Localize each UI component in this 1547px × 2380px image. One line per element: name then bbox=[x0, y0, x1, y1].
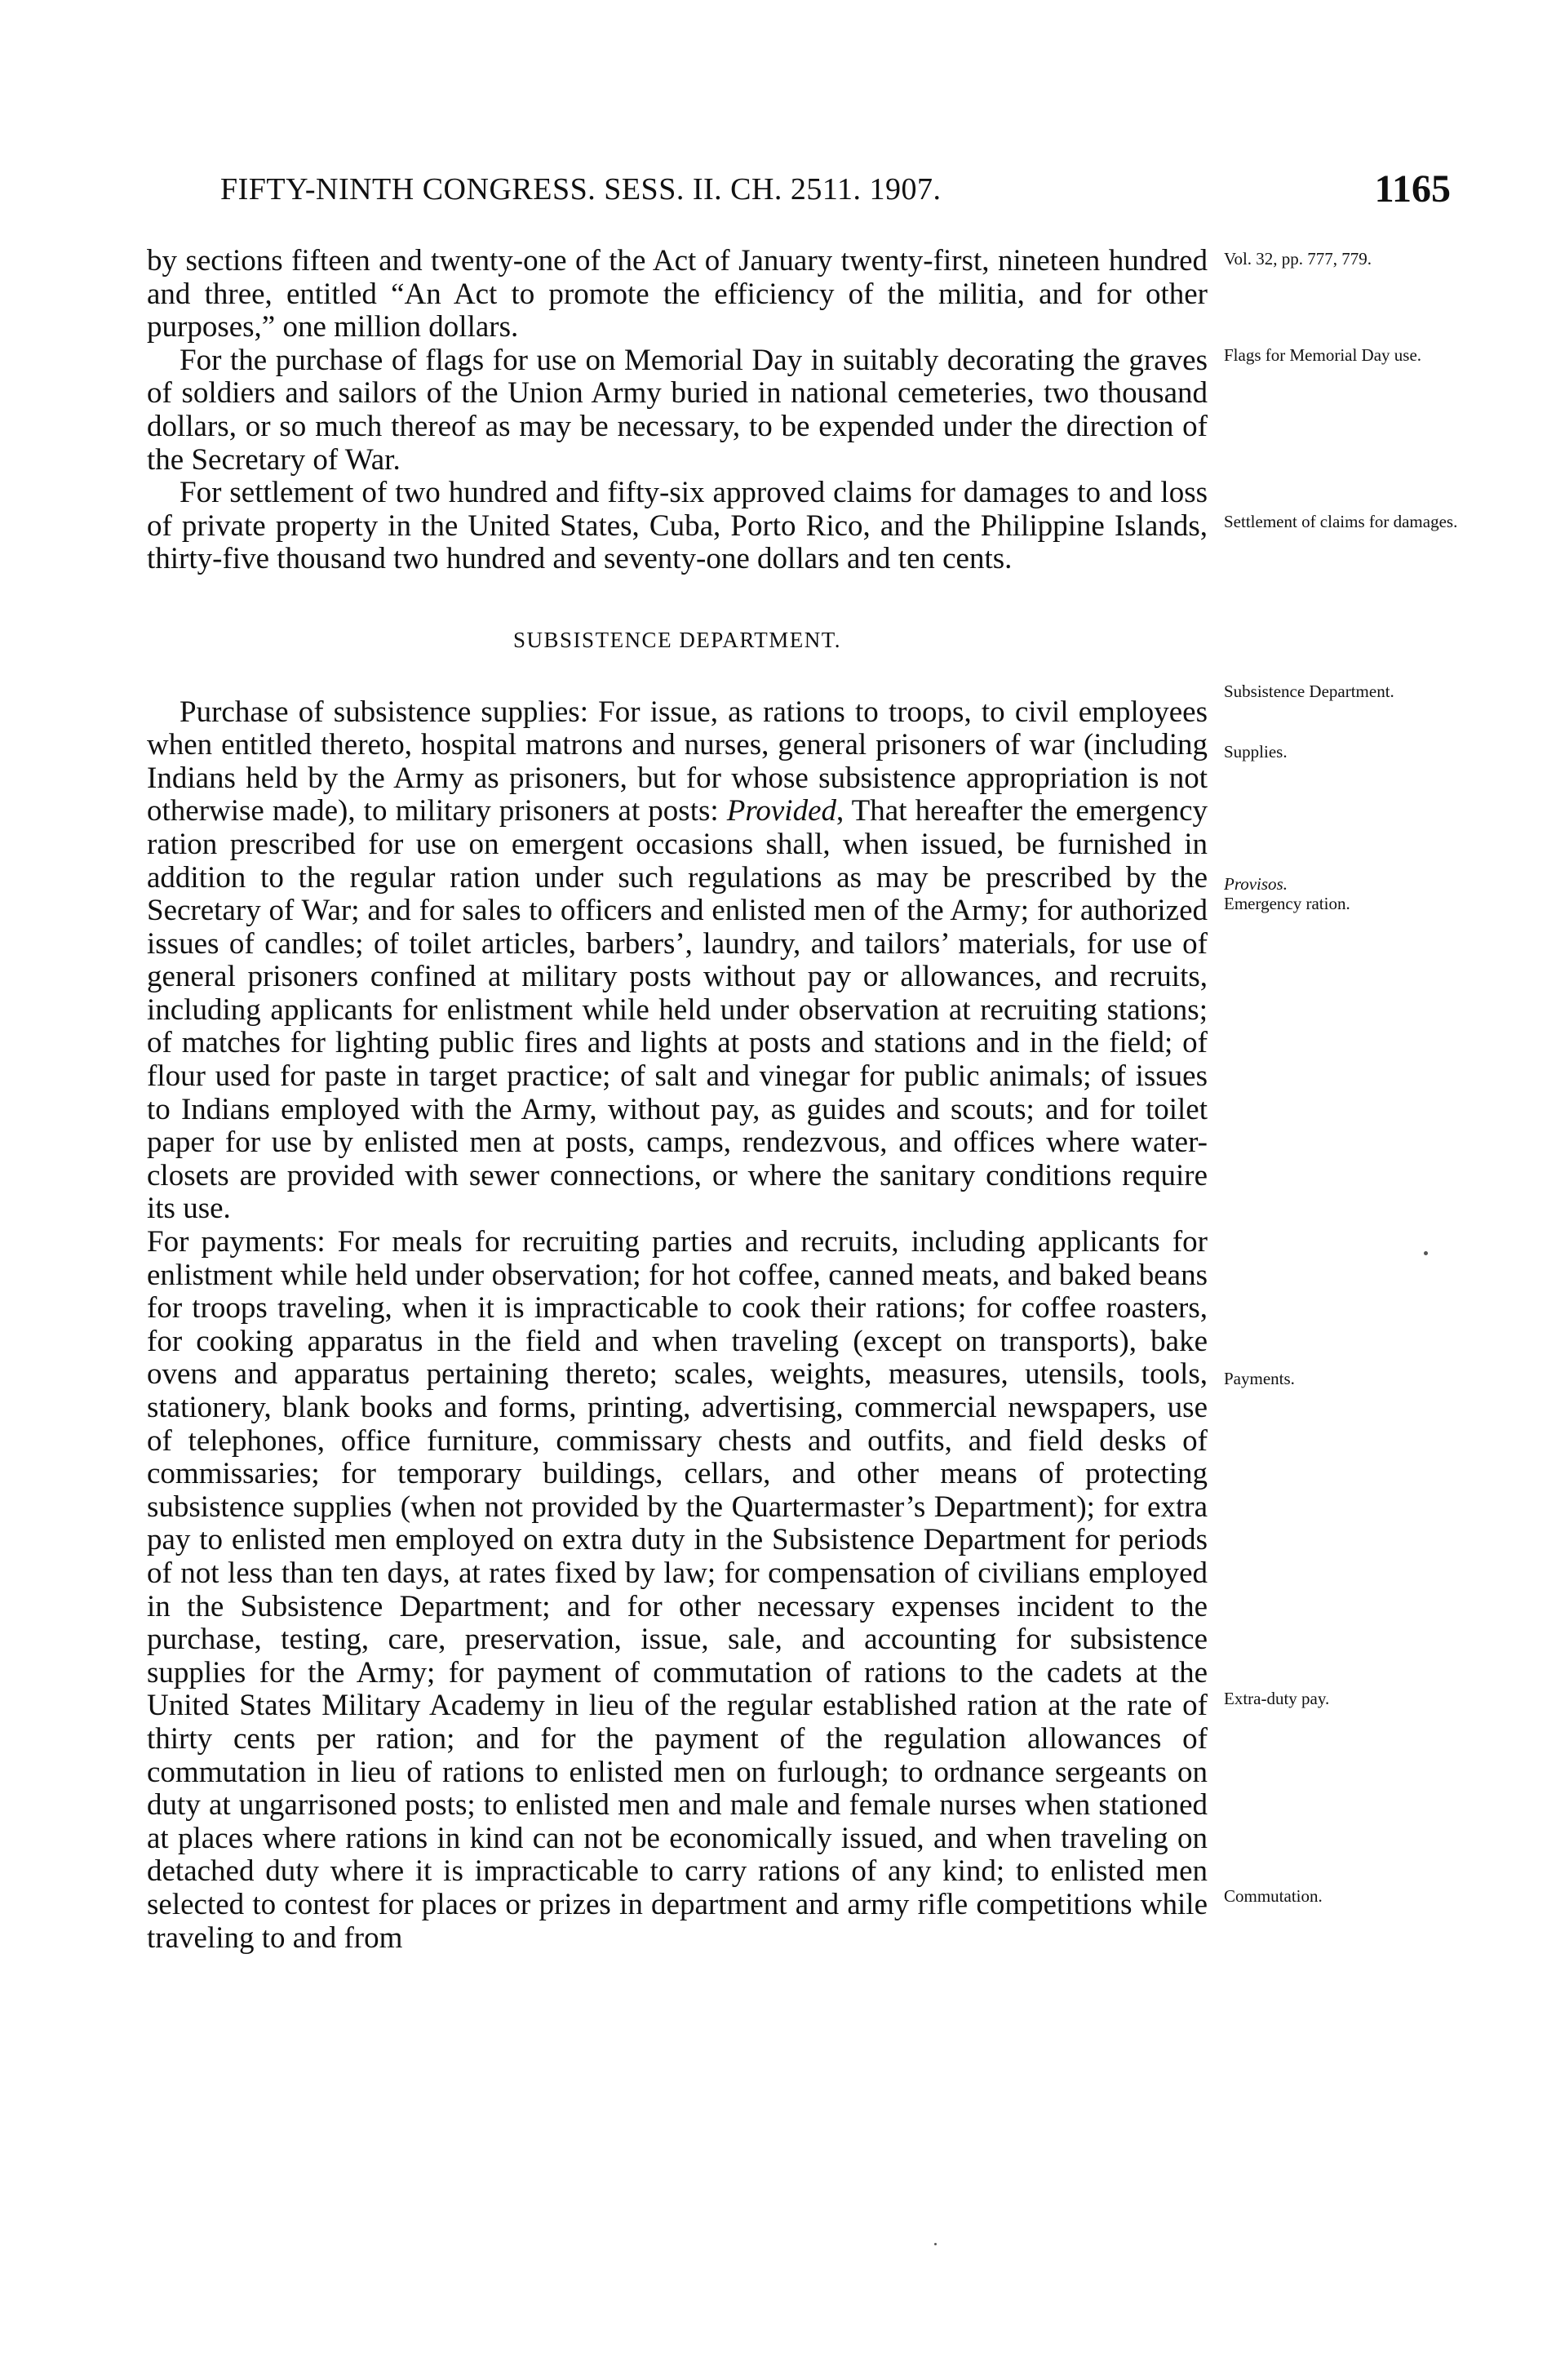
running-head: FIFTY-NINTH CONGRESS. SESS. II. CH. 2511. 1907. bbox=[220, 172, 942, 206]
margin-note-settlement: Settlement of claims for damages. bbox=[1224, 512, 1458, 531]
provisos-label: Provisos. bbox=[1224, 874, 1288, 894]
margin-note-payments: Payments. bbox=[1224, 1369, 1295, 1388]
page-number: 1165 bbox=[1374, 167, 1451, 211]
supplies-text-a: Purchase of subsistence supplies: For issue, as rations to troops, to civil employees when entitled thereto, hospital matrons and nurses, general prisoners of war (including Indians held by the Army as prisoners, but for whose subsistence appropriation is not otherwise made), to military prisoners at posts: bbox=[147, 695, 1208, 828]
paragraph-claims: For settlement of two hundred and fifty-six approved claims for damages to and loss of private property in the United States, Cuba, Porto Rico, and the Philippine Islands, thirty-five thousand two hundred and seventy-one dollars and ten cents. bbox=[147, 476, 1208, 576]
proviso-word: Provided bbox=[726, 794, 837, 828]
margin-note-emergency: Emergency ration. bbox=[1224, 894, 1350, 913]
margin-note-commutation: Commutation. bbox=[1224, 1886, 1323, 1906]
print-speck bbox=[934, 2243, 937, 2245]
paragraph-militia: by sections fifteen and twenty-one of the Act of January twenty-first, nineteen hundred and three, entitled “An Act to promote the efficiency of the militia, and for other purposes,” one million dollars. bbox=[147, 244, 1208, 344]
paragraph-payments: For payments: For meals for recruiting parties and recruits, including applicants for enlistment while held under observation; for hot coffee, canned meats, and baked beans for troops traveling, when it is impracticable to cook their rations; for coffee roasters, for cooking apparatus in the field and when traveling (except on transports), bake ovens and apparatus pertaining thereto; scales, weights, measures, utensils, tools, stationery, blank books and forms, printing, advertising, commercial newspapers, use of telephones, office furniture, commissary chests and outfits, and field desks of commissaries; for temporary buildings, cellars, and other means of protecting subsistence supplies (when not provided by the Quartermaster’s Department); for extra pay to enlisted men employed on extra duty in the Subsistence Department for periods of not less than ten days, at rates fixed by law; for compensation of civilians employed in the Subsistence Department; and for other necessary expenses incident to the purchase, testing, care, preservation, issue, sale, and accounting for subsistence supplies for the Army; for payment of commutation of rations to the cadets at the United States Military Academy in lieu of the regular established ration at the rate of thirty cents per ration; and for the payment of the regulation allowances of commutation in lieu of rations to enlisted men on furlough; to ordnance sergeants on duty at ungarrisoned posts; to enlisted men and male and female nurses when stationed at places where rations in kind can not be economically issued, and when traveling on detached duty where it is impracticable to carry rations of any kind; to enlisted men selected to contest for places or prizes in department and army rifle competitions while traveling to and from bbox=[147, 1225, 1208, 1955]
supplies-text-b: , That hereafter the emergency ration prescribed for use on emergent occasions shall, when issued, be furnished in addition to the regular ration under such regulations as may be prescribed by the Secretary of War; and for sales to officers and enlisted men of the Army; for authorized issues of candles; of toilet articles, barbers’, laundry, and tailors’ materials, for use of general prisoners confined at military posts without pay or allowances, and recruits, including applicants for enlistment while held under observation at recruiting stations; of matches for lighting public fires and lights at posts and stations and in the field; of flour used for paste in target practice; of salt and vinegar for public animals; of issues to Indians employed with the Army, without pay, as guides and scouts; and for toilet paper for use by enlisted men at posts, camps, rendezvous, and offices where water-closets are provided with sewer connections, or where the sanitary conditions require its use. bbox=[147, 794, 1208, 1226]
margin-note-extra-duty: Extra-duty pay. bbox=[1224, 1689, 1330, 1708]
page-header bbox=[220, 167, 1451, 220]
margin-note-flags: Flags for Memorial Day use. bbox=[1224, 345, 1422, 365]
margin-note-vol-ref: Vol. 32, pp. 777, 779. bbox=[1224, 249, 1372, 269]
section-heading: SUBSISTENCE DEPARTMENT. bbox=[513, 627, 841, 652]
margin-note-supplies: Supplies. bbox=[1224, 742, 1288, 762]
paragraph-supplies bbox=[147, 696, 1208, 1227]
paragraph-flags: For the purchase of flags for use on Memorial Day in suitably decorating the graves of soldiers and sailors of the Union Army buried in national cemeteries, two thousand dollars, or so much thereof as may be necessary, to be expended under the direction of the Secretary of War. bbox=[147, 343, 1208, 477]
print-speck bbox=[1424, 1251, 1428, 1255]
main-text bbox=[147, 245, 1208, 1955]
margin-note-subsistence: Subsistence Department. bbox=[1224, 682, 1394, 701]
margin-note-provisos bbox=[1224, 875, 1461, 894]
